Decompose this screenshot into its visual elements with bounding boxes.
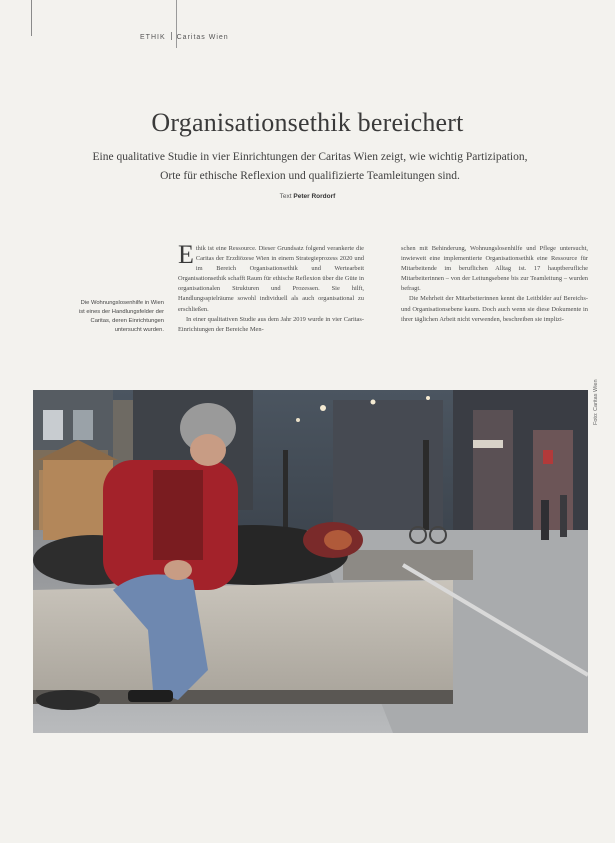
paragraph	[178, 240, 364, 315]
byline-prefix: Text	[279, 193, 292, 200]
section-label: ETHIK	[140, 34, 166, 41]
paragraph: Die Mehrheit der Mitarbeiterinnen kennt die Leitbilder auf Bereichs- und Organisationsebene kaum. Doch auch wenn sie diese Dokumente in ihrer täglichen Arbeit nicht verwenden, beschreiben sie implizi-	[401, 295, 588, 323]
margin-rule	[31, 0, 32, 36]
paragraph-text: thik ist eine Ressource. Dieser Grundsatz folgend verankerte die Caritas der Erzdiözese Wien in einem Strategieprozess 2020 und im Bereich Organisationsethik und Wertearbeit Organisationsethik schafft Raum für ethische Reflexion über die Güte in organisationalen Strukturen und Prozessen. Sie hilft, Handlungsspielräume sowohl individuell als auch organisational zu erschließen.	[178, 245, 364, 313]
byline	[0, 193, 615, 200]
subtitle-line-1: Eine qualitative Studie in vier Einrichtungen der Caritas Wien zeigt, wie wichtig Partizipation,	[92, 151, 528, 163]
subtitle-line-2: Orte für ethische Reflexion und qualifizierte Teamleitungen sind.	[160, 170, 460, 182]
section-separator	[171, 32, 172, 40]
photo-caption: Die Wohnungslosenhilfe in Wien ist eines der Handlungsfelder der Caritas, deren Einrichtungen untersucht wurden.	[78, 300, 164, 333]
byline-author: Peter Rordorf	[293, 193, 336, 200]
paragraph: In einer qualitativen Studie aus dem Jahr 2019 wurde in vier Caritas-Einrichtungen der Bereiche Men-	[178, 315, 364, 333]
article-photo	[33, 390, 588, 733]
body-column-1	[178, 240, 364, 335]
body-column-2	[401, 244, 588, 325]
article-title: Organisationsethik bereichert	[151, 108, 464, 137]
drop-cap: E	[178, 240, 194, 269]
article-subtitle	[80, 148, 540, 186]
section-header	[140, 32, 229, 41]
street-scene-image	[33, 390, 588, 733]
subsection-label: Caritas Wien	[176, 34, 229, 41]
paragraph: schen mit Behinderung, Wohnungslosenhilfe und Pflege untersucht, inwieweit eine implementierte Organisationsethik eine Ressource für Mitarbeitende im beruflichen Alltag ist. 17 hauptberufliche Mitarbeiterinnen – von der Leitungsebene bis zur Teamleitung – wurden befragt.	[401, 245, 588, 293]
photo-credit: Foto: Caritas Wien	[593, 379, 599, 425]
